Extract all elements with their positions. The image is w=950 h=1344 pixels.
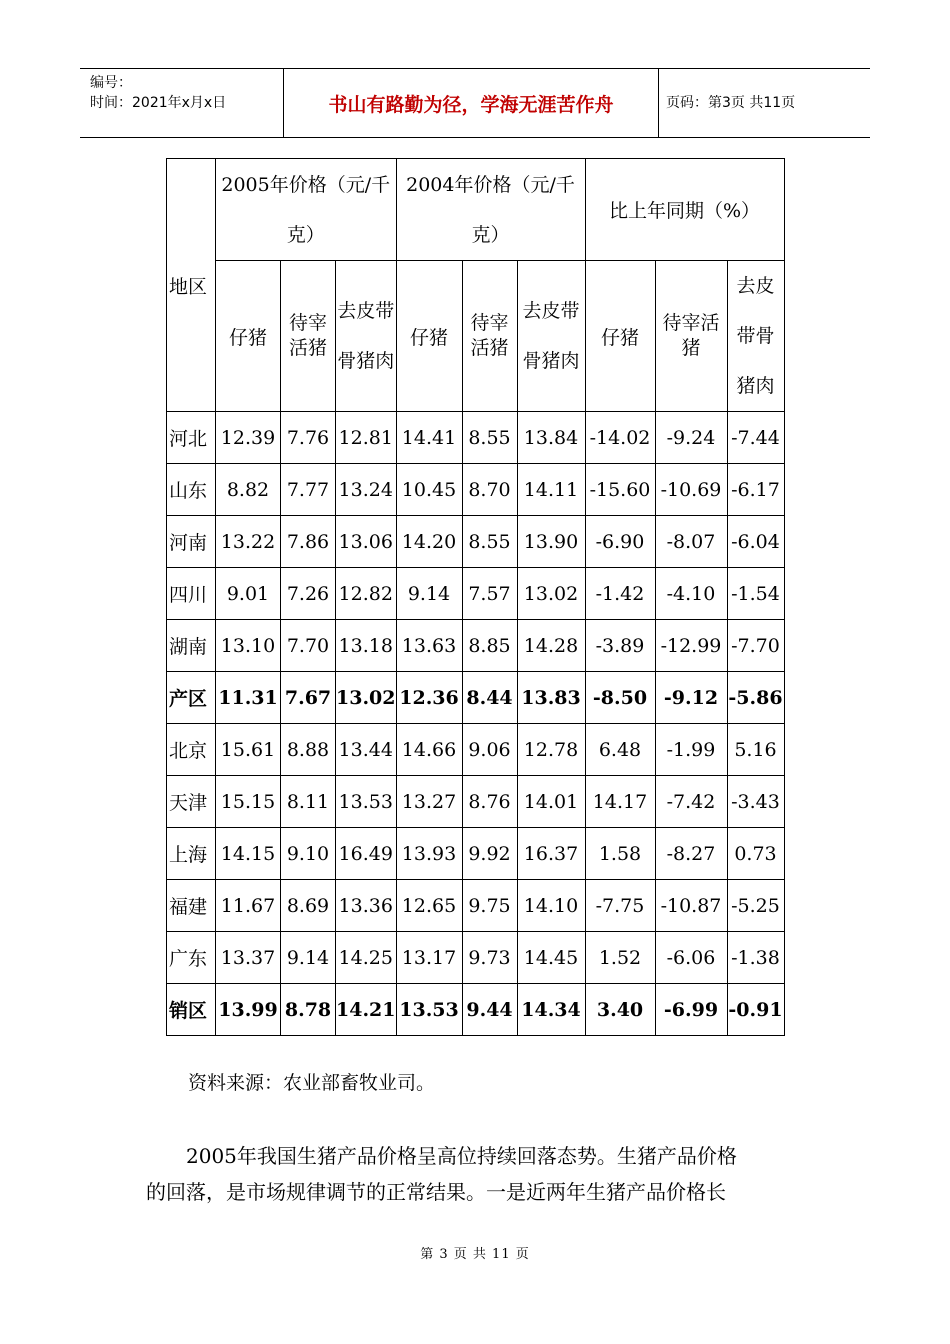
value-cell: 13.18	[336, 620, 397, 672]
region-cell: 天津	[167, 776, 216, 828]
body-paragraph	[146, 1138, 818, 1210]
value-cell: 1.52	[585, 932, 655, 984]
value-cell: 7.86	[281, 516, 336, 568]
value-cell: 8.85	[462, 620, 517, 672]
value-cell: 14.20	[396, 516, 462, 568]
value-cell: 8.70	[462, 464, 517, 516]
value-cell: -6.90	[585, 516, 655, 568]
value-cell: 7.70	[281, 620, 336, 672]
price-table	[166, 158, 785, 1036]
value-cell: -0.91	[727, 984, 784, 1036]
value-cell: 13.63	[396, 620, 462, 672]
group-header-yoy: 比上年同期（%）	[585, 159, 784, 261]
value-cell: -5.25	[727, 880, 784, 932]
value-cell: 12.82	[336, 568, 397, 620]
value-cell: 9.73	[462, 932, 517, 984]
paragraph-line: 的回落，是市场规律调节的正常结果。一是近两年生猪产品价格长	[146, 1180, 726, 1204]
subheader-cell: 仔猪	[216, 261, 281, 412]
subheader-cell: 去皮带骨猪肉	[336, 261, 397, 412]
table-row	[167, 620, 785, 672]
value-cell: 14.15	[216, 828, 281, 880]
value-cell: -6.06	[655, 932, 727, 984]
page-header	[80, 68, 870, 138]
region-cell: 广东	[167, 932, 216, 984]
value-cell: -9.24	[655, 412, 727, 464]
subheader-cell: 仔猪	[396, 261, 462, 412]
header-motto-cell	[283, 69, 659, 137]
value-cell: 13.44	[336, 724, 397, 776]
table-row	[167, 568, 785, 620]
value-cell: 13.83	[517, 672, 585, 724]
value-cell: 9.75	[462, 880, 517, 932]
value-cell: 13.02	[517, 568, 585, 620]
region-cell: 山东	[167, 464, 216, 516]
table-row	[167, 672, 785, 724]
value-cell: 9.14	[396, 568, 462, 620]
value-cell: 13.53	[336, 776, 397, 828]
value-cell: 14.28	[517, 620, 585, 672]
value-cell: 7.76	[281, 412, 336, 464]
page-footer: 第 3 页 共 11 页	[420, 1247, 530, 1262]
value-cell: -1.54	[727, 568, 784, 620]
value-cell: -3.89	[585, 620, 655, 672]
paragraph-line: 2005年我国生猪产品价格呈高位持续回落态势。生猪产品价格	[186, 1144, 737, 1168]
value-cell: 14.10	[517, 880, 585, 932]
value-cell: 14.66	[396, 724, 462, 776]
value-cell: 14.41	[396, 412, 462, 464]
value-cell: 14.45	[517, 932, 585, 984]
table-row	[167, 984, 785, 1036]
value-cell: 14.34	[517, 984, 585, 1036]
value-cell: 9.10	[281, 828, 336, 880]
value-cell: 16.37	[517, 828, 585, 880]
value-cell: -10.69	[655, 464, 727, 516]
table-row	[167, 516, 785, 568]
value-cell: 10.45	[396, 464, 462, 516]
motto-text: 书山有路勤为径，学海无涯苦作舟	[328, 93, 614, 116]
value-cell: -1.99	[655, 724, 727, 776]
subheader-cell: 待宰活猪	[655, 261, 727, 412]
value-cell: 9.06	[462, 724, 517, 776]
document-number-label: 编号：	[90, 75, 132, 91]
value-cell: 6.48	[585, 724, 655, 776]
region-cell: 产区	[167, 672, 216, 724]
value-cell: 13.53	[396, 984, 462, 1036]
value-cell: 3.40	[585, 984, 655, 1036]
value-cell: 11.31	[216, 672, 281, 724]
value-cell: 8.69	[281, 880, 336, 932]
header-meta	[80, 69, 283, 137]
value-cell: -6.99	[655, 984, 727, 1036]
value-cell: 13.17	[396, 932, 462, 984]
value-cell: 13.02	[336, 672, 397, 724]
value-cell: 13.22	[216, 516, 281, 568]
source-note: 资料来源：农业部畜牧业司。	[188, 1072, 436, 1094]
table-row	[167, 412, 785, 464]
region-cell: 销区	[167, 984, 216, 1036]
value-cell: -7.75	[585, 880, 655, 932]
value-cell: 8.44	[462, 672, 517, 724]
value-cell: -1.38	[727, 932, 784, 984]
subheader-cell: 去皮带骨猪肉	[517, 261, 585, 412]
value-cell: 8.55	[462, 412, 517, 464]
value-cell: 12.65	[396, 880, 462, 932]
value-cell: 13.27	[396, 776, 462, 828]
value-cell: -12.99	[655, 620, 727, 672]
value-cell: 13.93	[396, 828, 462, 880]
value-cell: 8.78	[281, 984, 336, 1036]
value-cell: -6.17	[727, 464, 784, 516]
value-cell: 14.25	[336, 932, 397, 984]
value-cell: 13.90	[517, 516, 585, 568]
value-cell: -8.27	[655, 828, 727, 880]
value-cell: 14.21	[336, 984, 397, 1036]
group-header-2005: 2005年价格（元/千克）	[216, 159, 397, 261]
value-cell: 8.88	[281, 724, 336, 776]
value-cell: 8.82	[216, 464, 281, 516]
region-cell: 河北	[167, 412, 216, 464]
value-cell: 1.58	[585, 828, 655, 880]
region-cell: 上海	[167, 828, 216, 880]
value-cell: 7.57	[462, 568, 517, 620]
value-cell: -7.70	[727, 620, 784, 672]
date-label: 时间：2021年x月x日	[90, 95, 227, 111]
value-cell: 12.39	[216, 412, 281, 464]
value-cell: 14.17	[585, 776, 655, 828]
value-cell: 7.67	[281, 672, 336, 724]
value-cell: -8.07	[655, 516, 727, 568]
subheader-cell: 待宰活猪	[281, 261, 336, 412]
region-header: 地区	[167, 159, 216, 412]
region-cell: 北京	[167, 724, 216, 776]
table-row	[167, 724, 785, 776]
value-cell: -6.04	[727, 516, 784, 568]
table-header-row	[167, 159, 785, 261]
value-cell: 13.37	[216, 932, 281, 984]
table-row	[167, 880, 785, 932]
value-cell: 13.06	[336, 516, 397, 568]
region-cell: 四川	[167, 568, 216, 620]
value-cell: -9.12	[655, 672, 727, 724]
value-cell: 16.49	[336, 828, 397, 880]
value-cell: 14.01	[517, 776, 585, 828]
table-row	[167, 464, 785, 516]
value-cell: 5.16	[727, 724, 784, 776]
value-cell: -4.10	[655, 568, 727, 620]
value-cell: 12.36	[396, 672, 462, 724]
value-cell: -14.02	[585, 412, 655, 464]
region-cell: 福建	[167, 880, 216, 932]
subheader-cell: 去皮带骨猪肉	[727, 261, 784, 412]
value-cell: 11.67	[216, 880, 281, 932]
value-cell: -7.44	[727, 412, 784, 464]
value-cell: -10.87	[655, 880, 727, 932]
value-cell: 13.84	[517, 412, 585, 464]
value-cell: 7.77	[281, 464, 336, 516]
value-cell: 13.24	[336, 464, 397, 516]
value-cell: 15.15	[216, 776, 281, 828]
region-cell: 湖南	[167, 620, 216, 672]
value-cell: 12.78	[517, 724, 585, 776]
value-cell: 13.36	[336, 880, 397, 932]
value-cell: -15.60	[585, 464, 655, 516]
table-row	[167, 776, 785, 828]
value-cell: 9.44	[462, 984, 517, 1036]
value-cell: 13.99	[216, 984, 281, 1036]
table-row	[167, 828, 785, 880]
value-cell: -1.42	[585, 568, 655, 620]
value-cell: 13.10	[216, 620, 281, 672]
value-cell: -5.86	[727, 672, 784, 724]
value-cell: 8.55	[462, 516, 517, 568]
value-cell: 9.01	[216, 568, 281, 620]
table-subheader-row	[167, 261, 785, 412]
value-cell: -7.42	[655, 776, 727, 828]
table-row	[167, 932, 785, 984]
value-cell: 9.14	[281, 932, 336, 984]
value-cell: 12.81	[336, 412, 397, 464]
value-cell: 8.76	[462, 776, 517, 828]
value-cell: -8.50	[585, 672, 655, 724]
value-cell: 7.26	[281, 568, 336, 620]
subheader-cell: 仔猪	[585, 261, 655, 412]
header-page-cell	[658, 69, 870, 137]
region-cell: 河南	[167, 516, 216, 568]
value-cell: 8.11	[281, 776, 336, 828]
value-cell: 14.11	[517, 464, 585, 516]
value-cell: 0.73	[727, 828, 784, 880]
subheader-cell: 待宰活猪	[462, 261, 517, 412]
group-header-2004: 2004年价格（元/千克）	[396, 159, 585, 261]
value-cell: 9.92	[462, 828, 517, 880]
value-cell: 15.61	[216, 724, 281, 776]
page-counter: 页码：第3页 共11页	[666, 95, 796, 111]
value-cell: -3.43	[727, 776, 784, 828]
